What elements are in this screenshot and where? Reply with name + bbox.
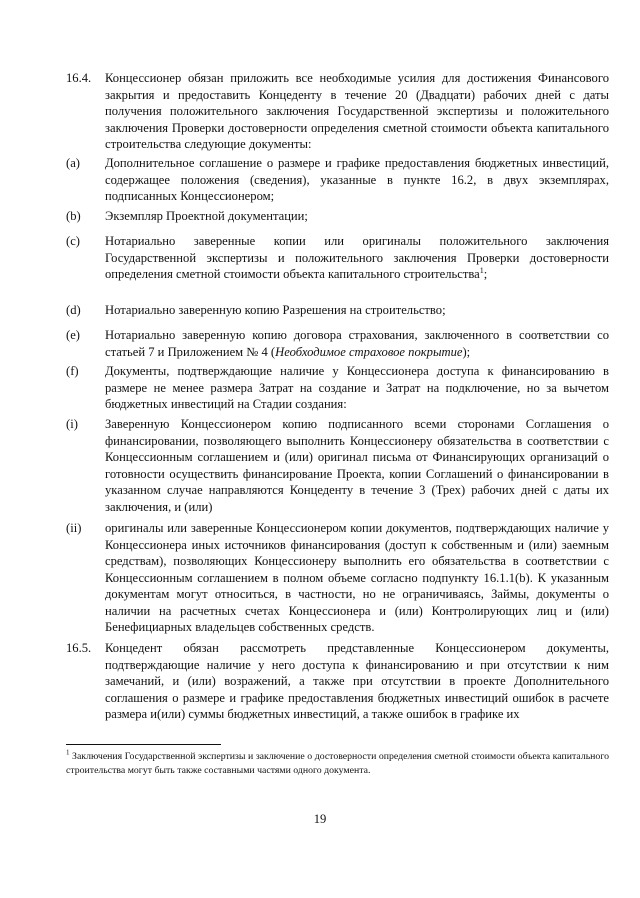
subclause-e (66, 327, 609, 360)
clause-text: оригиналы или заверенные Концессионером копии документов, подтверждающих наличие у Концессионера иных источников финансирования (доступ к собственным и (или) заемным средствам), позволяющих Концессионеру выполнить его обязательства в соответствии с Концессионным соглашением в полном объеме согласно подпункту 16.1.1(b). К указанным документам могут относиться, в частности, но не ограничиваясь, Займы, документы о наличии на расчетных счетах Концессионера и (или) Контролирующих лиц и (или) Бенефициарных владельцев собственных средств. (105, 521, 609, 634)
clause-text-main: Нотариально заверенную копию договора страхования, заключенного в соответствии со статьей 7 и Приложением № 4 ( (105, 328, 609, 359)
clause-text: Экземпляр Проектной документации; (105, 209, 308, 223)
footnote-text: Заключения Государственной экспертизы и заключение о достоверности определения сметной стоимости объекта капитального строительства могут быть также составными частями одного документа. (66, 751, 609, 776)
subclause-a (66, 155, 609, 205)
clause-number: 16.4. (66, 71, 92, 85)
clause-text: Концедент обязан рассмотреть представленные Концессионером документы, подтверждающие наличие у него доступа к финансированию и при отсутствии к ним замечаний, и (или) возражений, а также при отсутствии в проекте Дополнительного соглашения о размере и графике предоставления бюджетных инвестиций ошибок в расчете размера и(или) суммы бюджетных инвестиций, а также ошибок в графике их (105, 641, 609, 721)
clause-text-italic: Необходимое страховое покрытие (275, 344, 463, 359)
clause-text: Документы, подтверждающие наличие у Концессионера доступа к финансированию в размере не менее размера Затрат на создание и Затрат на подключение, но за вычетом бюджетных инвестиций на Стадии создания: (105, 364, 609, 411)
footnote (66, 750, 609, 778)
clause-number: 16.5. (66, 641, 92, 655)
clause-text: Нотариально заверенную копию Разрешения на строительство; (105, 303, 446, 317)
clause-number: (e) (66, 328, 80, 342)
page-number: 19 (313, 812, 327, 826)
clause-text (105, 233, 609, 283)
subclause-ii (66, 520, 609, 636)
clause-number: (f) (66, 364, 79, 378)
clause-text-end: ); (462, 344, 471, 359)
clause-text: Заверенную Концессионером копию подписанного всеми сторонами Соглашения о финансировании, позволяющего выполнить Концессионеру обязательства в соответствии с Концессионным соглашением и (или) оригинал письма от Финансирующих организаций о готовности осуществить финансирование Проекта, копии Соглашений о финансировании в указанном случае направляются Концеденту в течение 3 (Трех) рабочих дней с даты их заключения, и (или) (105, 417, 609, 514)
clause-number: (b) (66, 209, 81, 223)
clause-16-4 (66, 70, 609, 153)
clause-text: Концессионер обязан приложить все необходимые усилия для достижения Финансового закрытия и предоставить Концеденту в течение 20 (Двадцати) рабочих дней с даты получения положительного заключения Государственной экспертизы и положительного заключения Проверки достоверности определения сметной стоимости объекта капитального строительства следующие документы: (105, 71, 609, 151)
footnote-divider (66, 744, 221, 745)
clause-text-end: ; (483, 267, 488, 281)
clause-number: (c) (66, 234, 80, 248)
footnote-mark: 1 (66, 748, 70, 757)
clause-number: (d) (66, 303, 81, 317)
subclause-i (66, 416, 609, 515)
subclause-b (66, 208, 609, 225)
clause-text-main: Нотариально заверенные копии или оригиналы положительного заключения Государственной экспертизы и положительного заключения Проверки достоверности определения сметной стоимости объекта капитального строительства (105, 234, 609, 281)
clause-16-5 (66, 640, 609, 723)
clause-number: (a) (66, 156, 80, 170)
clause-number: (i) (66, 417, 78, 431)
clause-text: Дополнительное соглашение о размере и графике предоставления бюджетных инвестиций, содержащее положения (сведения), указанные в пункте 16.2, в двух экземплярах, подписанных Концессионером; (105, 156, 609, 203)
footnote-reference: 1 (479, 265, 484, 275)
clause-text (105, 327, 609, 360)
clause-number: (ii) (66, 521, 82, 535)
subclause-f (66, 363, 609, 413)
subclause-d (66, 302, 609, 319)
subclause-c (66, 233, 609, 283)
